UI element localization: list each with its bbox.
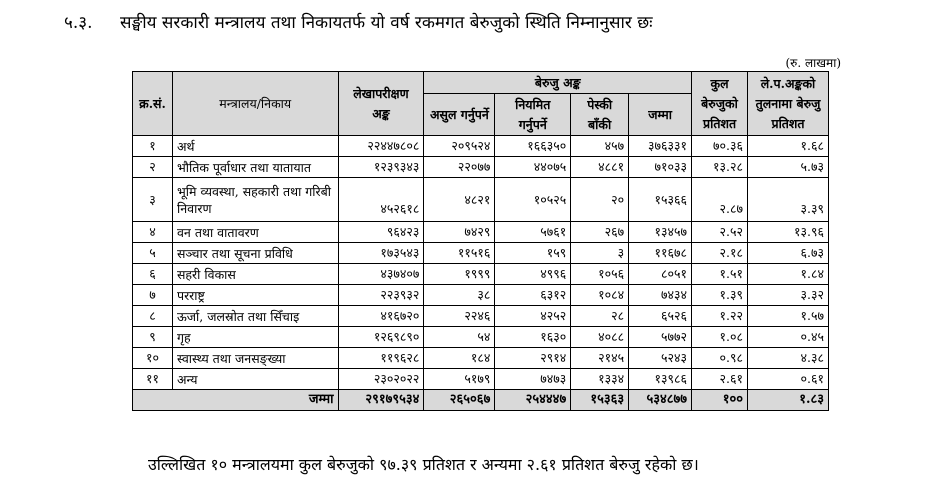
cell-total: ८०५१ (629, 264, 692, 285)
cell-regularize: १६३० (495, 327, 571, 348)
cell-recover: ३८ (424, 285, 495, 306)
cell-regularize: २९१४ (495, 348, 571, 369)
cell-sn: ३ (133, 178, 173, 222)
cell-recover: ११५१६ (424, 243, 495, 264)
cell-sn: ४ (133, 222, 173, 243)
cell-sn: ६ (133, 264, 173, 285)
header-total: जम्मा (629, 94, 692, 136)
header-to-recover: असुल गर्नुपर्ने (424, 94, 495, 136)
cell-audited: १२६९८९० (338, 327, 424, 348)
cell-recover: ४८२१ (424, 178, 495, 222)
table-row (133, 369, 829, 390)
cell-audited: ११९६२८ (338, 348, 424, 369)
header-total-beruju-pct: कुल बेरुजुको प्रतिशत (692, 72, 748, 136)
cell-advance: १०८४ (571, 285, 629, 306)
cell-ministry: वन तथा वातावरण (172, 222, 338, 243)
cell-pct-audit: १.५७ (748, 306, 829, 327)
cell-pct-total: १.०८ (692, 327, 748, 348)
cell-recover: २२४६ (424, 306, 495, 327)
beruju-table (132, 71, 829, 411)
cell-sn: ७ (133, 285, 173, 306)
cell-regularize: १०५२५ (495, 178, 571, 222)
unit-note: (रु. लाखमा) (785, 56, 841, 70)
table-row (133, 327, 829, 348)
cell-ministry: सञ्चार तथा सूचना प्रविधि (172, 243, 338, 264)
section-number: ५.३. (64, 13, 93, 33)
cell-total: ११६७८ (629, 243, 692, 264)
total-advance: १५३६३ (571, 390, 629, 411)
table-row (133, 348, 829, 369)
cell-advance: २१४५ (571, 348, 629, 369)
cell-recover: १९९९ (424, 264, 495, 285)
cell-audited: २३०२०२२ (338, 369, 424, 390)
cell-advance: ३ (571, 243, 629, 264)
total-recover: २६५०६७ (424, 390, 495, 411)
cell-ministry: गृह (172, 327, 338, 348)
cell-pct-audit: ६.७३ (748, 243, 829, 264)
cell-sn: १० (133, 348, 173, 369)
cell-recover: १८४ (424, 348, 495, 369)
cell-pct-audit: ४.३८ (748, 348, 829, 369)
cell-advance: २० (571, 178, 629, 222)
cell-sn: ९ (133, 327, 173, 348)
cell-regularize: ४४०७५ (495, 157, 571, 178)
cell-regularize: ४९९६ (495, 264, 571, 285)
cell-pct-total: ०.९८ (692, 348, 748, 369)
cell-regularize: १६६३५० (495, 136, 571, 157)
cell-total: १५३६६ (629, 178, 692, 222)
cell-regularize: ५७६१ (495, 222, 571, 243)
cell-pct-total: २.१८ (692, 243, 748, 264)
cell-advance: ४८८१ (571, 157, 629, 178)
cell-pct-audit: ०.४५ (748, 327, 829, 348)
total-pct-audit: १.८३ (748, 390, 829, 411)
cell-audited: ९६४२३ (338, 222, 424, 243)
cell-total: ६५२६ (629, 306, 692, 327)
total-pct-total: १०० (692, 390, 748, 411)
header-advance-due: पेस्की बाँकी (571, 94, 629, 136)
header-sn: क्र.सं. (133, 72, 173, 136)
cell-ministry: भौतिक पूर्वाधार तथा यातायात (172, 157, 338, 178)
cell-audited: २२३९३२ (338, 285, 424, 306)
cell-advance: २८ (571, 306, 629, 327)
cell-audited: ४३७४०७ (338, 264, 424, 285)
table-row (133, 243, 829, 264)
cell-ministry: अर्थ (172, 136, 338, 157)
table-row (133, 222, 829, 243)
total-audited: २९१७९५३४ (338, 390, 424, 411)
cell-sn: ५ (133, 243, 173, 264)
table-row (133, 306, 829, 327)
cell-audited: २२४४७८०८ (338, 136, 424, 157)
cell-ministry: परराष्ट्र (172, 285, 338, 306)
cell-pct-total: २.८७ (692, 178, 748, 222)
cell-pct-total: १.२२ (692, 306, 748, 327)
cell-total: १३९८६ (629, 369, 692, 390)
total-row (133, 390, 829, 411)
cell-audited: १२३९३४३ (338, 157, 424, 178)
cell-recover: २०९५२४ (424, 136, 495, 157)
cell-pct-audit: १३.९६ (748, 222, 829, 243)
total-total: ५३४८७७ (629, 390, 692, 411)
cell-ministry: सहरी विकास (172, 264, 338, 285)
cell-total: ३७६३३१ (629, 136, 692, 157)
cell-pct-total: १.३९ (692, 285, 748, 306)
table-row (133, 178, 829, 222)
cell-sn: १ (133, 136, 173, 157)
header-to-regularize: नियमित गर्नुपर्ने (495, 94, 571, 136)
cell-recover: २२०७७ (424, 157, 495, 178)
cell-total: १३४५७ (629, 222, 692, 243)
summary-footnote: उल्लिखित १० मन्त्रालयमा कुल बेरुजुको ९७.३९ प्रतिशत र अन्यमा २.६१ प्रतिशत बेरुजु रहेको छ। (148, 455, 699, 474)
cell-advance: ४५७ (571, 136, 629, 157)
cell-total: ७१०३३ (629, 157, 692, 178)
cell-sn: ११ (133, 369, 173, 390)
cell-pct-audit: १.८४ (748, 264, 829, 285)
table-row (133, 264, 829, 285)
cell-ministry: ऊर्जा, जलस्रोत तथा सिँचाइ (172, 306, 338, 327)
cell-recover: ७४२९ (424, 222, 495, 243)
cell-advance: १३३४ (571, 369, 629, 390)
cell-recover: ५४ (424, 327, 495, 348)
cell-recover: ५१७९ (424, 369, 495, 390)
header-ministry: मन्त्रालय/निकाय (172, 72, 338, 136)
section-heading (64, 10, 653, 33)
cell-pct-total: १३.२८ (692, 157, 748, 178)
cell-total: ७४३४ (629, 285, 692, 306)
cell-audited: ४५२६१८ (338, 178, 424, 222)
cell-ministry: भूमि व्यवस्था, सहकारी तथा गरिबी निवारण (172, 178, 338, 222)
cell-pct-audit: १.६८ (748, 136, 829, 157)
cell-audited: ४१६७२० (338, 306, 424, 327)
cell-regularize: ४२५२ (495, 306, 571, 327)
section-title: सङ्घीय सरकारी मन्त्रालय तथा निकायतर्फ यो वर्ष रकमगत बेरुजुको स्थिति निम्नानुसार छः (120, 13, 653, 33)
cell-sn: ८ (133, 306, 173, 327)
cell-pct-audit: ३.३२ (748, 285, 829, 306)
table-row (133, 157, 829, 178)
table-row (133, 285, 829, 306)
cell-total: ५२४३ (629, 348, 692, 369)
cell-total: ५७७२ (629, 327, 692, 348)
total-label: जम्मा (133, 390, 339, 411)
cell-advance: ४०८८ (571, 327, 629, 348)
header-audited-amount: लेखापरीक्षण अङ्क (338, 72, 424, 136)
cell-regularize: ६३१२ (495, 285, 571, 306)
cell-pct-audit: ३.३९ (748, 178, 829, 222)
total-regularize: २५४४४७ (495, 390, 571, 411)
cell-ministry: स्वास्थ्य तथा जनसङ्ख्या (172, 348, 338, 369)
header-beruju-group: बेरुजु अङ्क (424, 72, 692, 94)
cell-sn: २ (133, 157, 173, 178)
cell-pct-total: २.५२ (692, 222, 748, 243)
header-audit-ratio-pct: ले.प.अङ्कको तुलनामा बेरुजु प्रतिशत (748, 72, 829, 136)
cell-ministry: अन्य (172, 369, 338, 390)
cell-regularize: १५९ (495, 243, 571, 264)
cell-pct-audit: ५.७३ (748, 157, 829, 178)
cell-pct-total: ७०.३६ (692, 136, 748, 157)
cell-audited: १७३५४३ (338, 243, 424, 264)
cell-pct-total: २.६१ (692, 369, 748, 390)
cell-regularize: ७४७३ (495, 369, 571, 390)
cell-pct-total: १.५१ (692, 264, 748, 285)
cell-advance: १०५६ (571, 264, 629, 285)
cell-advance: २६७ (571, 222, 629, 243)
cell-pct-audit: ०.६१ (748, 369, 829, 390)
table-row (133, 136, 829, 157)
